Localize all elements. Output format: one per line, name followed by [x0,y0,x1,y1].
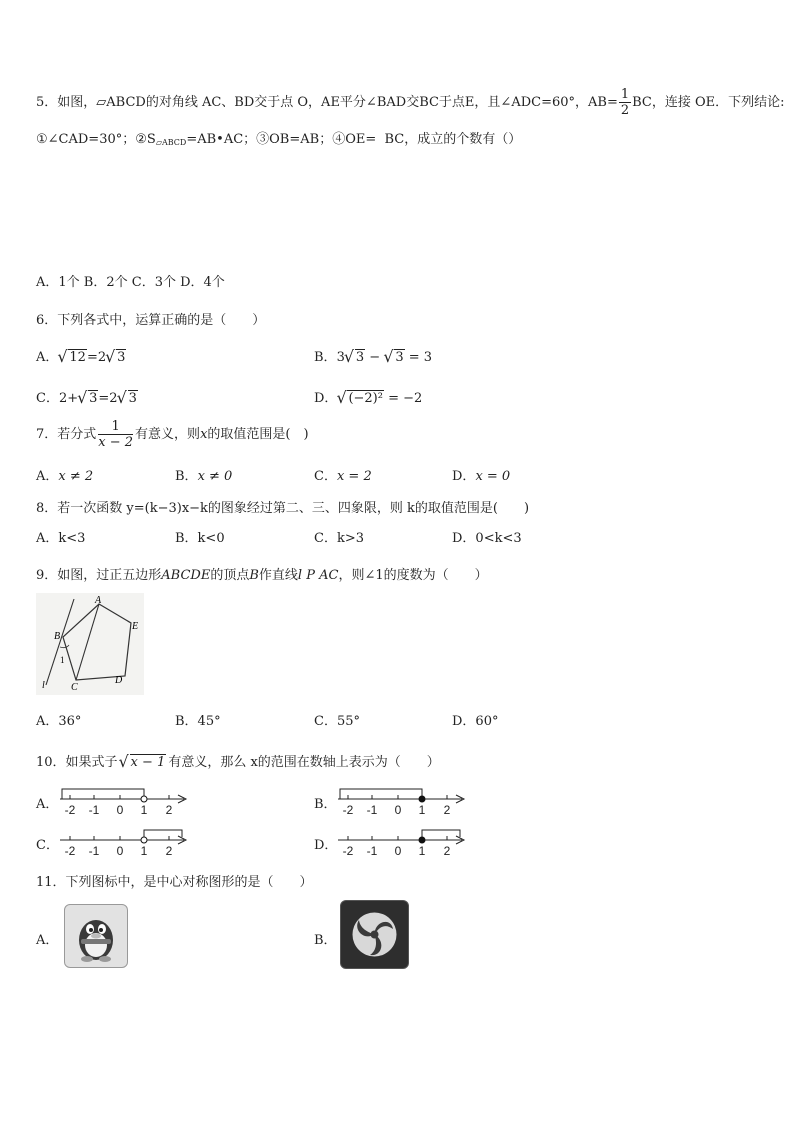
swirl-icon [340,900,409,969]
penguin-icon [64,904,128,968]
q9-option-a: A．36° [36,714,82,729]
q7-fraction [98,420,133,449]
q9-poly: ABCDE [161,568,211,583]
q7-stem-c: 的取值范围是( ) [207,427,309,442]
q10-rad: x − 1 [130,755,166,770]
q6-c-pre: 2+ [58,391,79,406]
q6-b-pre: 3 [336,350,345,365]
q7-option-c [314,465,372,484]
q6-a-label: A． [36,350,59,365]
q7-d-math: x = 0 [475,469,511,484]
q5-line2-a: ①∠CAD=30°；②S [36,132,156,147]
q7-stem-a: 7．若分式 [36,427,97,442]
q5-line2-c: BC，成立的个数有（） [384,132,522,147]
q7-option-a [36,465,93,484]
q7-d-label: D． [452,469,476,484]
tick-label: 0 [394,844,402,858]
q6-b-rad: 3 [355,350,365,365]
q10-stem-a: 10．如果式子 [36,755,118,770]
q6-c-rad2: 3 [128,391,137,406]
q10-sqrt [120,755,167,770]
q6-option-c [36,387,138,406]
q7-c-math: x = 2 [336,469,372,484]
q9-vertex: B [249,568,259,583]
q6-d-label: D． [314,391,338,406]
q7-b-math: x ≠ 0 [197,469,233,484]
penguin-icon-svg [65,905,127,967]
q8-option-c: C．k>3 [314,531,364,546]
q6-d-rest: = −2 [388,391,423,406]
q6-a-sqrt2 [106,350,126,365]
q11-option-b: B． [314,933,337,948]
q6-b-rest: = 3 [408,350,433,365]
tick-label: 2 [165,803,173,817]
q6-stem: 6．下列各式中，运算正确的是（ ） [36,313,266,328]
q6-option-d [314,387,422,406]
closed-point [419,837,425,843]
q6-a-rad: 12 [69,350,86,365]
q9-stem-b: 的顶点 [210,568,250,583]
open-point [141,796,147,802]
q10-label-b: B． [314,797,337,812]
q5-line2-sub: ▱ABCD [155,138,187,147]
q9-label-e: E [132,621,139,632]
tick-label: -1 [366,844,378,858]
q6-a-sqrt [58,350,87,365]
q5-line1 [36,88,785,117]
tick-label: 1 [418,803,426,817]
q5-line2 [36,128,521,147]
q9-label-l: l [42,680,45,691]
open-point [141,837,147,843]
q7-var: x [200,427,208,442]
q7-option-b [175,465,232,484]
q10-label-c: C． [36,838,59,853]
tick-label: 1 [140,844,148,858]
tick-label: 0 [116,844,124,858]
q7-a-math: x ≠ 2 [58,469,94,484]
q10-stem-b: 有意义，那么 x的范围在数轴上表示为（ ） [168,755,440,770]
q9-stem [36,564,488,583]
tick-label: 2 [443,803,451,817]
q9-option-c: C．55° [314,714,360,729]
tick-label: -2 [342,844,354,858]
tick-label: 0 [394,803,402,817]
q9-figure-bg [36,593,144,695]
q6-d-rad: (−2)² [348,391,383,406]
tick-label: 1 [140,803,148,817]
swirl-icon-svg [341,901,408,968]
q11-stem: 11．下列图标中，是中心对称图形的是（ ） [36,875,313,890]
q10-numberline-b [336,784,468,820]
closed-point [419,796,425,802]
tick-label: -2 [342,803,354,817]
tick-label: -1 [366,803,378,817]
q9-stem-c: 作直线 [258,568,298,583]
tick-label: 2 [165,844,173,858]
q6-option-a [36,346,126,365]
tick-label: 2 [443,844,451,858]
q6-c-sqrt2 [118,391,138,406]
q6-c-rad: 3 [89,391,98,406]
range-bracket [144,830,182,837]
tick-label: -1 [88,844,100,858]
range-bracket [340,789,422,799]
q9-option-b: B．45° [175,714,221,729]
q6-d-sqrt [337,391,384,406]
range-bracket [422,830,460,837]
q9-stem-a: 9．如图，过正五边形 [36,568,162,583]
q11-option-a: A． [36,933,59,948]
q5-fraction [619,88,631,117]
q9-option-d: D．60° [452,714,499,729]
q8-stem: 8．若一次函数 y=(k−3)x−k的图象经过第二、三、四象限，则 k的取值范围是( ) [36,501,530,516]
tick-label: -2 [64,803,76,817]
q6-a-rad2: 3 [117,350,126,365]
q5-frac-num: 1 [620,87,630,102]
q5-text-a: 5．如图，▱ABCD的对角线 AC、BD交于点 O，AE平分∠BAD交BC于点E，且∠ADC=60°，AB= [36,95,618,110]
q7-b-label: B． [175,469,198,484]
q9-label-a: A [95,595,102,606]
q7-c-label: C． [314,469,337,484]
q6-c-sqrt [78,391,98,406]
q7-option-d [452,465,510,484]
q6-c-rest: =2 [98,391,118,406]
q5-line2-b: =AB•AC；③OB=AB；④OE= [186,132,377,147]
q5-text-b: BC，连接 OE．下列结论: [632,95,785,110]
tick-label: -2 [64,844,76,858]
q6-c-label: C． [36,391,59,406]
q9-label-b: B [54,631,61,642]
q7-frac-den: x − 2 [98,435,134,450]
tick-label: 0 [116,803,124,817]
q9-label-angle1: 1 [60,655,65,665]
q8-option-d: D．0<k<3 [452,531,522,546]
q10-numberline-d [336,825,468,861]
q9-stem-d: ，则∠1的度数为（ ） [338,568,488,583]
q7-frac-num: 1 [98,420,133,435]
q6-b-mid: − [369,350,381,365]
q10-numberline-a [58,784,190,820]
q5-options: A．1个 B．2个 C．3个 D．4个 [36,275,225,290]
q6-b-sqrt2 [384,350,404,365]
q10-label-a: A． [36,797,59,812]
q5-frac-den: 2 [620,103,630,118]
q9-line: l P AC [297,568,339,583]
q9-pentagon-figure [36,593,144,695]
q9-label-d: D [115,675,123,686]
q6-a-rest: =2 [86,350,107,365]
q6-option-b [314,346,432,365]
q10-numberline-c [58,825,190,861]
q7-stem-b: 有意义，则 [135,427,201,442]
q6-b-rad2: 3 [395,350,404,365]
tick-label: -1 [88,803,100,817]
q8-option-b: B．k<0 [175,531,225,546]
q10-label-d: D． [314,838,338,853]
q9-label-c: C [71,682,78,693]
range-bracket [62,789,144,799]
tick-label: 1 [418,844,426,858]
q10-stem [36,751,440,770]
q6-b-label: B． [314,350,337,365]
q7-a-label: A． [36,469,59,484]
q7-stem [36,420,309,449]
q8-option-a: A．k<3 [36,531,86,546]
q6-b-sqrt [345,350,365,365]
